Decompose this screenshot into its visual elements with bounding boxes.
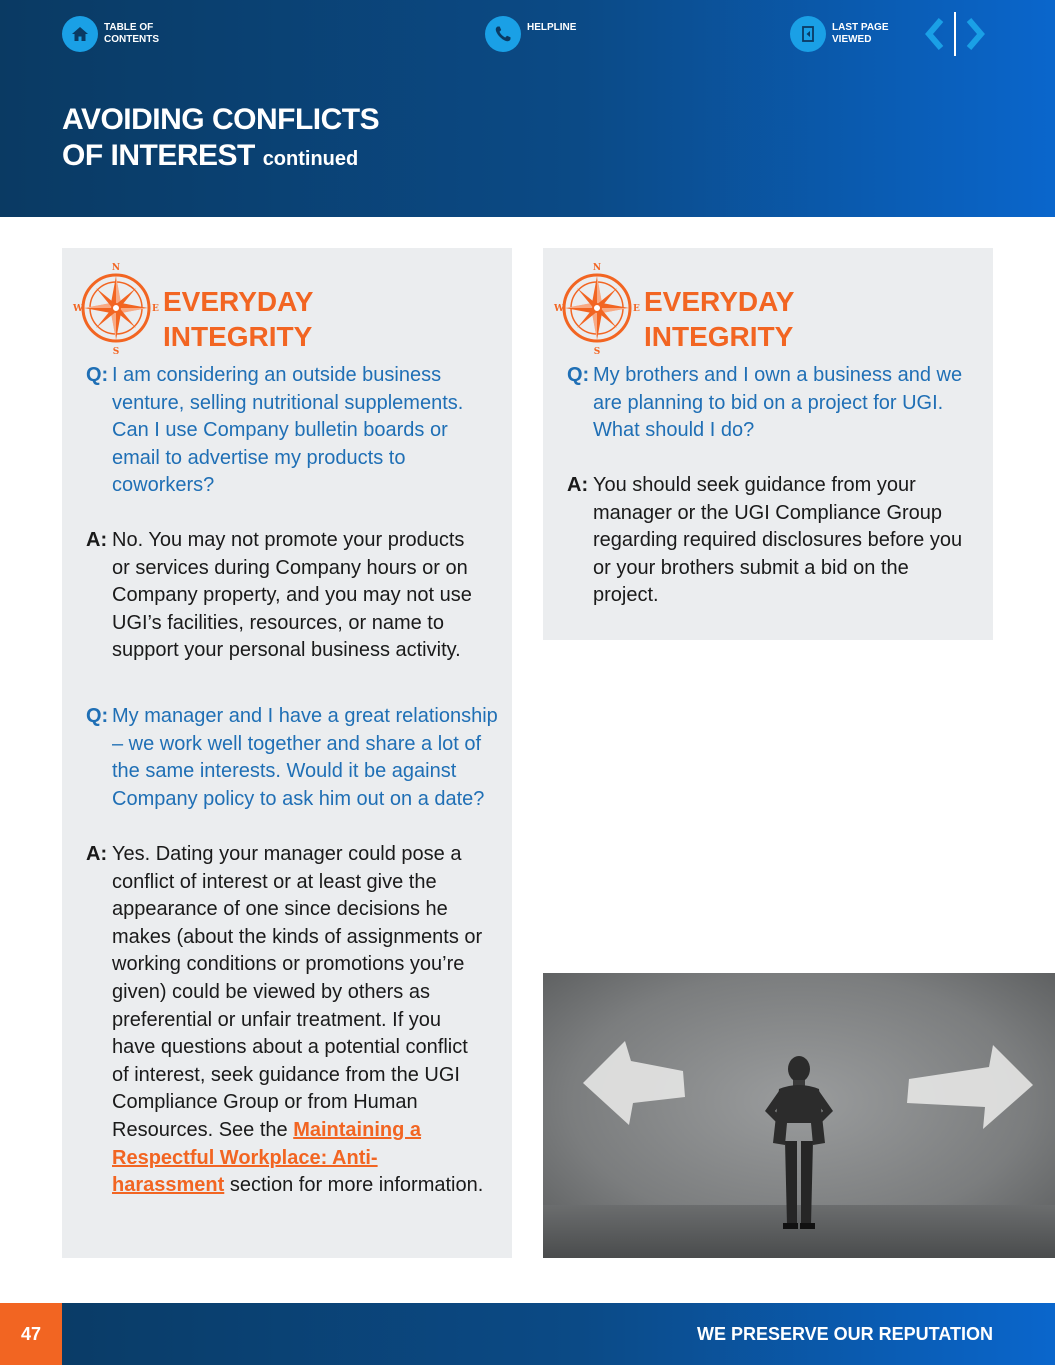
previous-page-button[interactable] [922, 12, 948, 56]
next-page-button[interactable] [962, 12, 988, 56]
compass-icon [70, 260, 162, 356]
answer-text-block [112, 841, 486, 1200]
question-label: Q: [567, 364, 590, 386]
answer-label: A: [86, 843, 108, 865]
everyday-integrity-panel-left [62, 248, 512, 1258]
phone-icon [485, 16, 521, 52]
question-1 [86, 362, 496, 500]
everyday-integrity-title: EVERYDAY INTEGRITY [644, 286, 795, 352]
last-page-viewed-label: LAST PAGE VIEWED [832, 22, 889, 45]
everyday-integrity-panel-right [543, 248, 993, 640]
page-title-suffix: continued [262, 148, 359, 170]
chevron-left-icon [924, 17, 946, 51]
svg-text:W: W [73, 304, 84, 314]
question-text: My manager and I have a great relationship – we work well together and share a lot of the same interests. Would it be against Company policy to ask him out on a date? [112, 705, 498, 810]
question-2 [86, 703, 504, 813]
helpline-button[interactable] [485, 16, 591, 52]
pager-divider [954, 12, 956, 56]
question-text: My brothers and I own a business and we are planning to bid on a project for UGI. What should I do? [593, 364, 963, 442]
chevron-right-icon [964, 17, 986, 51]
last-page-viewed-button[interactable] [790, 16, 896, 52]
answer-label: A: [567, 474, 589, 496]
answer-text: Yes. Dating your manager could pose a conflict of interest or at least give the appearance of one since decisions he makes (about the kinds of assignments or working conditions or promotions you’re given) could be viewed by others as preferential or unfair treatment. If you have questions about a potential conflict of interest, seek guidance from the UGI Compliance Group or from Human Resources. See the [112, 843, 483, 1141]
helpline-label: HELPLINE [527, 22, 577, 33]
question-label: Q: [86, 705, 109, 727]
page-header [0, 0, 1055, 217]
svg-text:S: S [112, 347, 120, 356]
page-pager [922, 12, 988, 56]
answer-text-end: section for more information. [229, 1174, 484, 1197]
compass-icon [551, 260, 643, 356]
section-name: WE PRESERVE OUR REPUTATION [696, 1324, 993, 1344]
table-of-contents-button[interactable] [62, 16, 168, 52]
home-icon [62, 16, 98, 52]
svg-text:N: N [111, 263, 121, 273]
answer-3 [567, 472, 967, 610]
businessman-crossroads-photo [543, 973, 1055, 1258]
respectful-workplace-link[interactable]: Maintaining a Respectful Workplace: Anti-harassment [112, 1118, 422, 1197]
svg-text:S: S [593, 347, 601, 356]
svg-text:W: W [554, 304, 565, 314]
answer-label: A: [86, 529, 108, 551]
svg-text:E: E [152, 304, 159, 314]
svg-text:N: N [592, 263, 602, 273]
last-page-icon [790, 16, 826, 52]
question-3 [567, 362, 979, 445]
page-footer [0, 1303, 1055, 1365]
answer-text: You should seek guidance from your manager or the UGI Compliance Group regarding required disclosures before you or your brothers submit a bid on the project. [593, 474, 963, 607]
svg-text:E: E [633, 304, 640, 314]
answer-2 [86, 841, 486, 1200]
page-title-line2: OF INTEREST [62, 139, 255, 172]
page-number: 47 [0, 1303, 62, 1365]
page-title-line1: AVOIDING CONFLICTS [62, 103, 380, 136]
answer-1 [86, 527, 486, 665]
page-title [62, 102, 379, 177]
question-label: Q: [86, 364, 109, 386]
question-text: I am considering an outside business venture, selling nutritional supplements. Can I use Company bulletin boards or email to advertise my products to coworkers? [112, 364, 464, 497]
answer-text: No. You may not promote your products or services during Company hours or on Company property, and you may not use UGI’s facilities, resources, or name to support your personal business activity. [112, 529, 472, 662]
everyday-integrity-title: EVERYDAY INTEGRITY [163, 286, 314, 352]
table-of-contents-label: TABLE OF CONTENTS [104, 22, 159, 45]
